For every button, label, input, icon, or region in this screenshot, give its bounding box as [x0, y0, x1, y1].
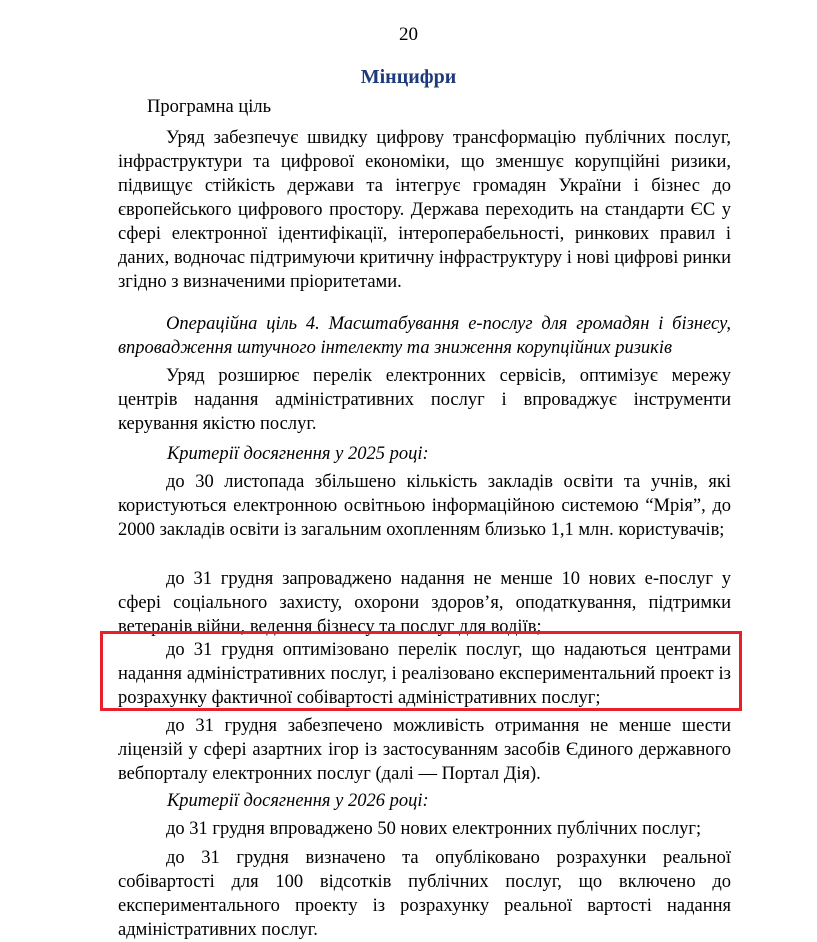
page-number: 20 — [399, 24, 418, 45]
criteria-2025-item-highlighted: до 31 грудня оптимізовано перелік послуг, що надаються центрами надання адміністративних послуг, і реалізовано експериментальний проект із розрахунку фактичної собівартості адміністративних послуг; — [118, 640, 731, 708]
criteria-2025-item: до 30 листопада збільшено кількість закладів освіти та учнів, які користуються електронною освітньою інформаційною системою “Мрія”, до 2000 закладів освіти із загальним охопленням близько 1,1 млн. користувачів; — [118, 472, 731, 540]
program-goal-text: Уряд забезпечує швидку цифрову трансформацію публічних послуг, інфраструктури та цифрової економіки, що зменшує корупційні ризики, підвищує стійкість держави та інтегрує громадян України і бізнес до європейського цифрового простору. Держава переходить на стандарти ЄС у сфері електронної ідентифікації, інтероперабельності, ринкових правил і даних, водночас підтримуючи критичну інфраструктуру і нові цифрові ринки згідно з визначеними пріоритетами. — [118, 128, 731, 292]
criteria-2025-item: до 31 грудня запроваджено надання не менше 10 нових е-послуг у сфері соціального захисту, охорони здоров’я, оподаткування, підтримки ветеранів війни, ведення бізнесу та послуг для водіїв; — [118, 569, 731, 637]
criteria-2026-item: до 31 грудня впроваджено 50 нових електронних публічних послуг; — [166, 819, 702, 839]
operational-goal-heading: Операційна ціль 4. Масштабування е-послуг для громадян і бізнесу, впровадження штучного інтелекту та зниження корупційних ризиків — [118, 314, 731, 358]
criteria-2025-item: до 31 грудня забезпечено можливість отримання не менше шести ліцензій у сфері азартних ігор із застосуванням засобів Єдиного державного вебпорталу електронних послуг (далі — Портал Дія). — [118, 716, 731, 784]
highlight-box — [100, 631, 742, 711]
criteria-2026-label: Критерії досягнення у 2026 році: — [167, 791, 429, 811]
program-goal-label: Програмна ціль — [147, 97, 272, 117]
criteria-2025-label: Критерії досягнення у 2025 році: — [167, 444, 429, 464]
ministry-heading: Мінцифри — [360, 66, 457, 88]
criteria-2026-item: до 31 грудня визначено та опубліковано розрахунки реальної собівартості для 100 відсотків публічних послуг, що включено до експериментального проекту із розрахунку реальної вартості надання адміністративних послуг. — [118, 848, 731, 940]
operational-goal-text: Уряд розширює перелік електронних сервісів, оптимізує мережу центрів надання адміністративних послуг і впроваджує інструменти керування якістю послуг. — [118, 366, 731, 434]
